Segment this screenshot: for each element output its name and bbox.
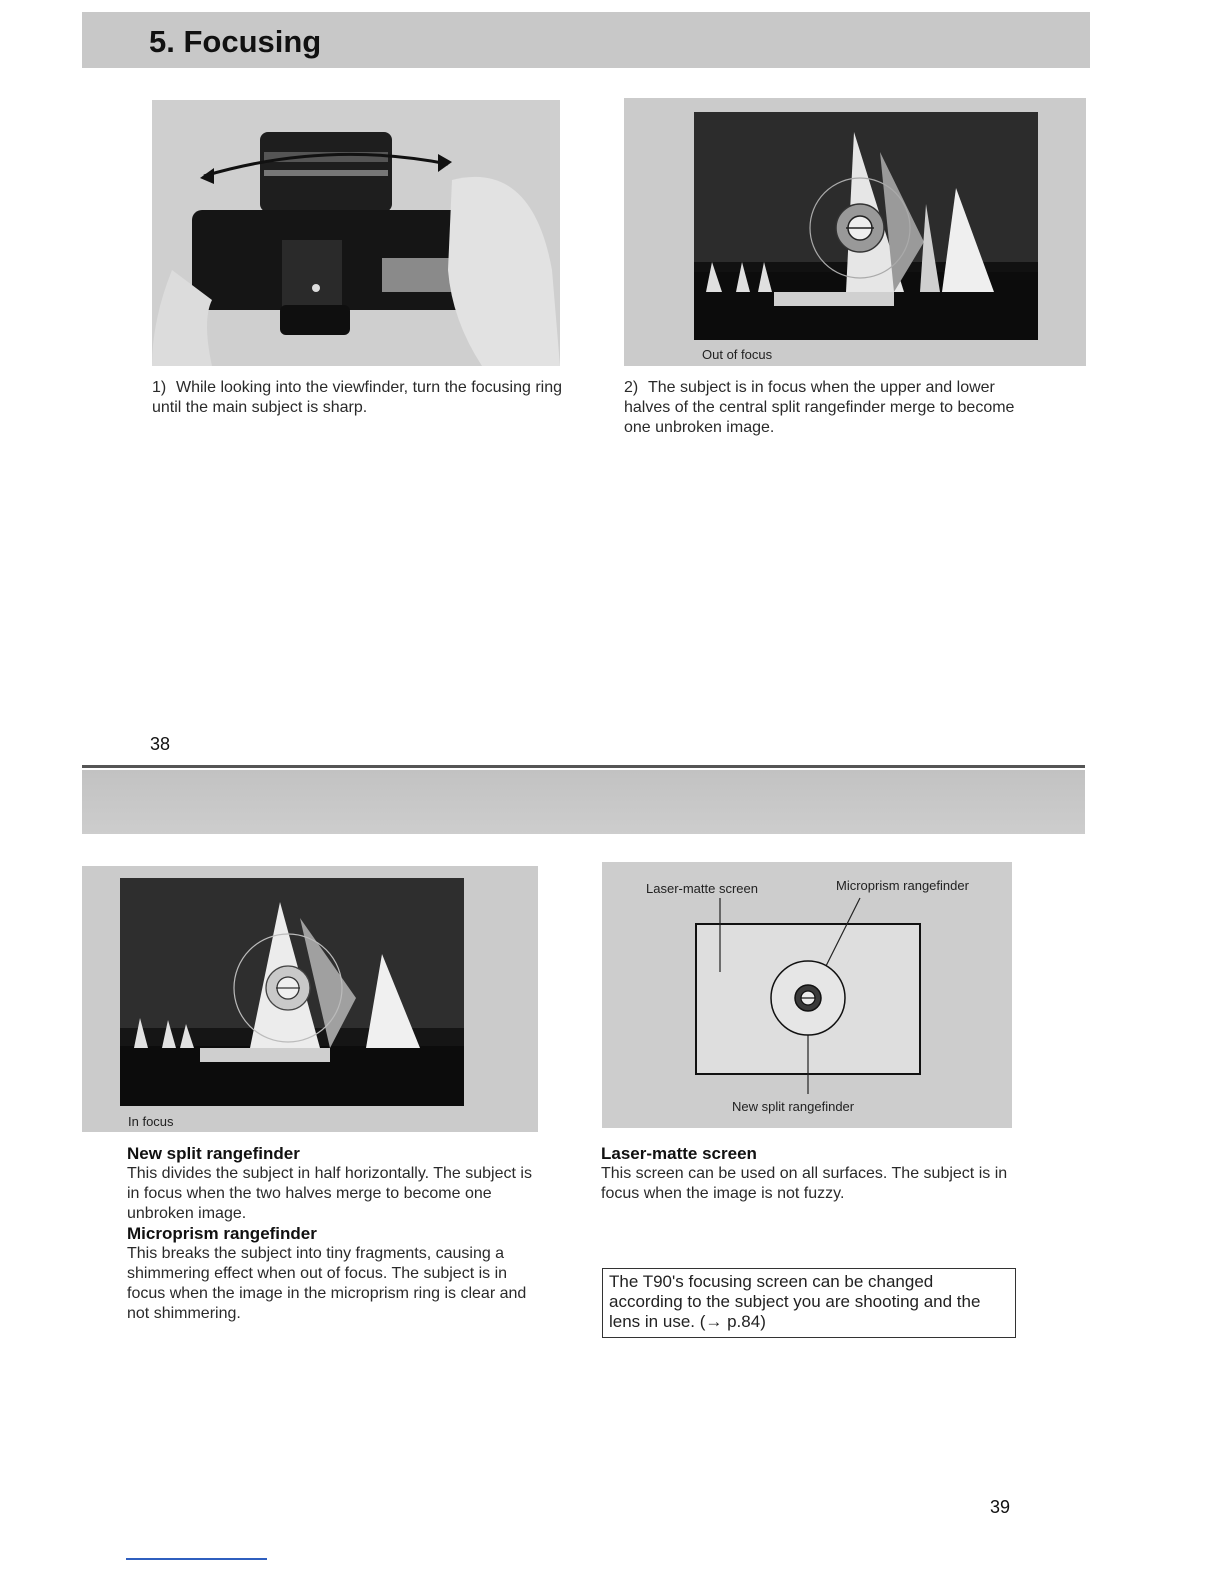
section-header-band bbox=[82, 12, 1090, 68]
out-of-focus-photo bbox=[694, 112, 1038, 340]
focusing-screen-note: The T90's focusing screen can be changed according to the subject you are shooting and the lens in use. (→ p.84) bbox=[602, 1268, 1016, 1338]
link-underline bbox=[126, 1558, 267, 1560]
page-divider-rule bbox=[82, 765, 1085, 768]
step-1-number: 1) bbox=[152, 379, 167, 396]
microprism-heading: Microprism rangefinder bbox=[127, 1224, 317, 1243]
microprism-label: Microprism rangefinder bbox=[836, 878, 969, 893]
step-1-text: While looking into the viewfinder, turn the focusing ring until the main subject is sharp. bbox=[152, 379, 562, 416]
rangefinder-descriptions bbox=[127, 1144, 541, 1324]
step-2-text: The subject is in focus when the upper and lower halves of the central split rangefinder merge to become one unbroken image. bbox=[624, 379, 1015, 436]
in-focus-label: In focus bbox=[128, 1114, 174, 1129]
new-split-text: This divides the subject in half horizontally. The subject is in focus when the two halves merge to become one unbroken image. bbox=[127, 1165, 532, 1222]
camera-focusing-photo bbox=[152, 100, 560, 366]
in-focus-photo-frame bbox=[82, 866, 538, 1132]
microprism-text: This breaks the subject into tiny fragments, causing a shimmering effect when out of focus. The subject is in focus when the image in the microprism ring is clear and not shimmering. bbox=[127, 1245, 527, 1322]
in-focus-photo bbox=[120, 878, 464, 1106]
out-of-focus-label: Out of focus bbox=[702, 347, 773, 362]
step-2 bbox=[624, 378, 1038, 438]
new-split-label: New split rangefinder bbox=[732, 1099, 855, 1114]
step-2-number: 2) bbox=[624, 379, 639, 396]
new-split-heading: New split rangefinder bbox=[127, 1144, 300, 1163]
section-title: 5. Focusing bbox=[149, 24, 322, 59]
page-39-header-band bbox=[82, 770, 1085, 834]
step-1 bbox=[152, 378, 564, 418]
out-of-focus-photo-frame bbox=[624, 98, 1086, 366]
laser-matte-description bbox=[601, 1144, 1015, 1204]
laser-matte-heading: Laser-matte screen bbox=[601, 1144, 757, 1163]
page-number-right: 39 bbox=[990, 1497, 1011, 1517]
laser-matte-label: Laser-matte screen bbox=[646, 881, 758, 896]
focusing-screen-diagram bbox=[602, 862, 1012, 1128]
laser-matte-text: This screen can be used on all surfaces. The subject is in focus when the image is not fuzzy. bbox=[601, 1165, 1008, 1202]
page-number-left: 38 bbox=[150, 734, 171, 754]
